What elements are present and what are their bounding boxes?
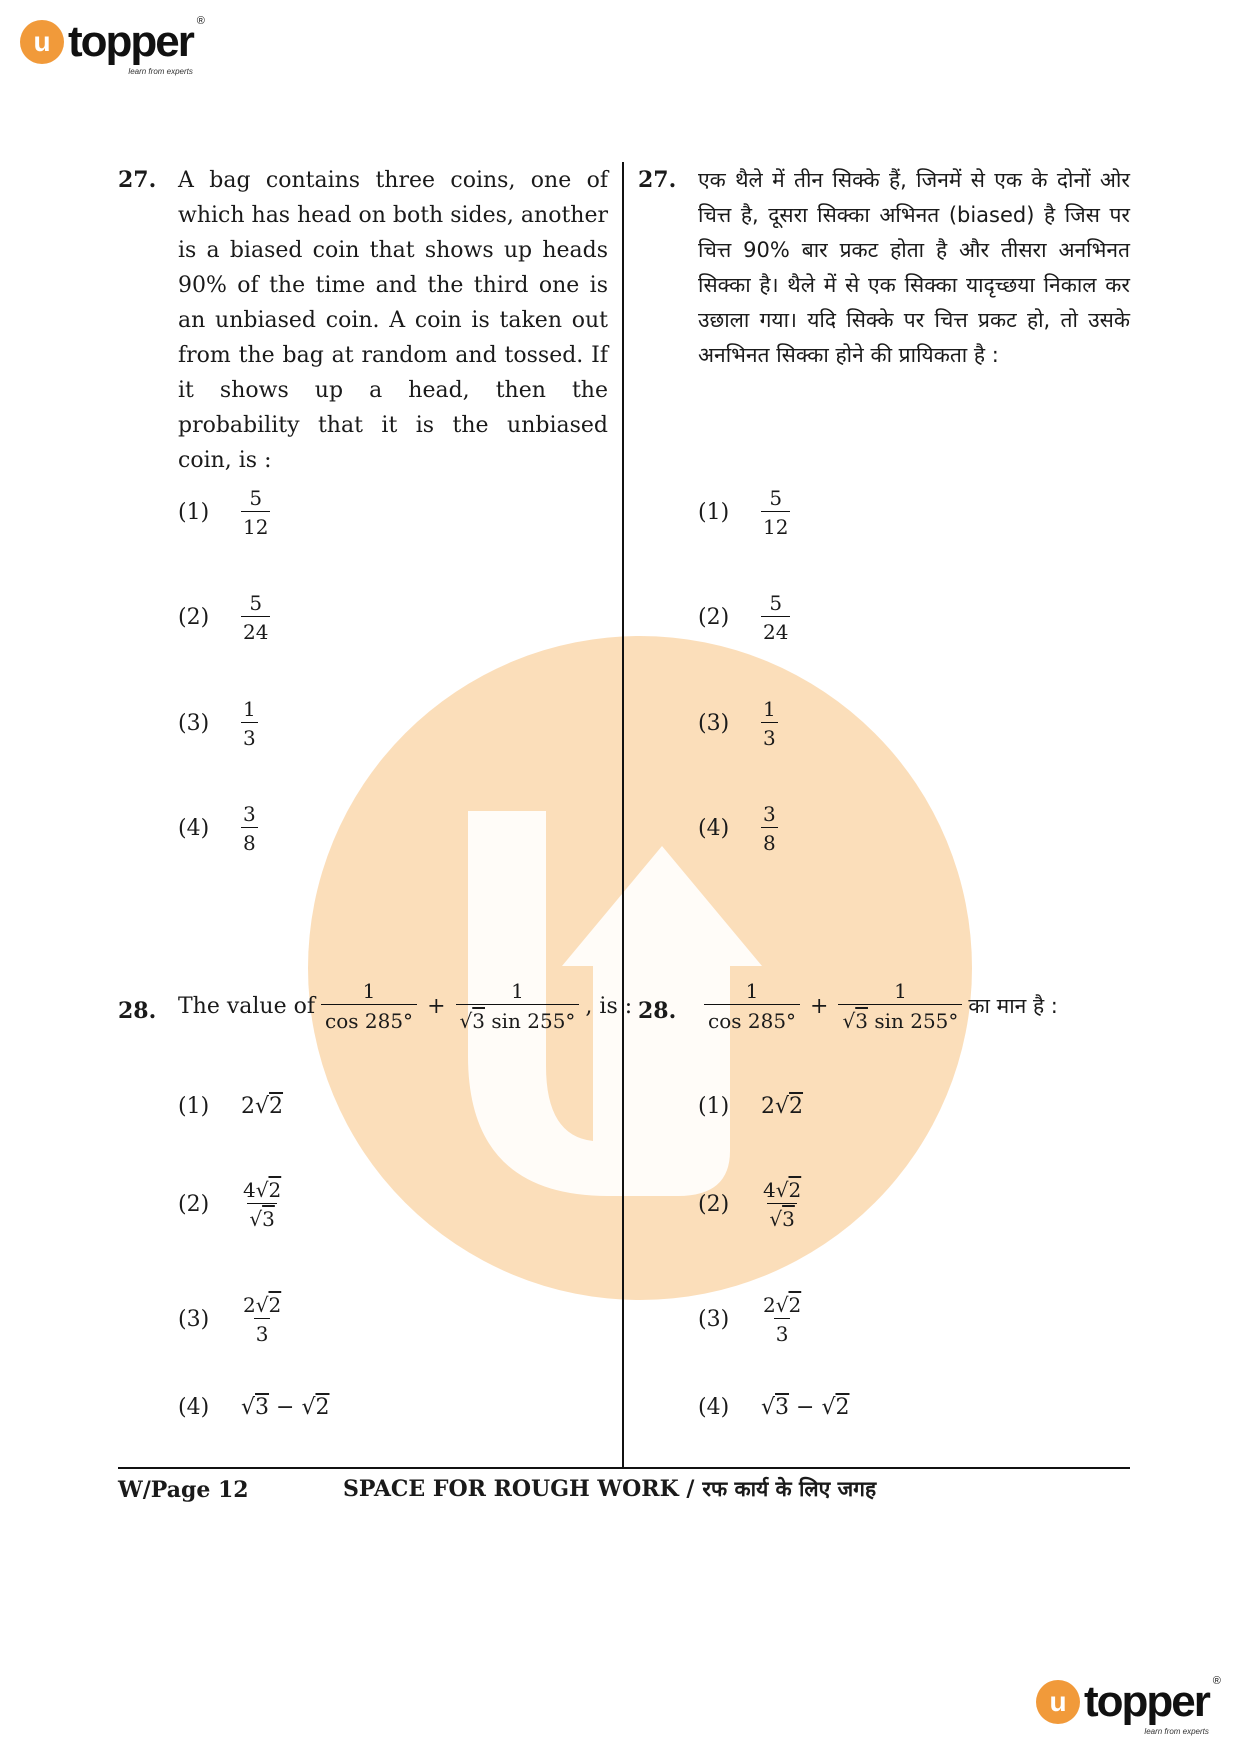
q27-option-4-hi[interactable]: (4) $\frac{3}{8}$: [698, 802, 776, 855]
q27-option-3-en[interactable]: (3) $\frac{1}{3}$: [178, 697, 256, 750]
fraction: $\frac{2√2}{3}$: [763, 1293, 802, 1346]
q28-option-3-en[interactable]: (3) $\frac{2√2}{3}$: [178, 1293, 282, 1346]
q27-option-2-hi[interactable]: (2) $\frac{5}{24}$: [698, 591, 789, 644]
q27-option-3-hi[interactable]: (3) $\frac{1}{3}$: [698, 697, 776, 750]
q27-option-2-en[interactable]: (2) $\frac{5}{24}$: [178, 591, 269, 644]
fraction: $\frac{4√2}{√3}$: [763, 1178, 802, 1231]
fraction: $\frac{1}{\cos 285^\circ}$: [704, 978, 800, 1034]
topper-wordmark: topper ® learn from experts: [1084, 1675, 1221, 1736]
q28-option-1-en[interactable]: (1) 2√2: [178, 1094, 284, 1119]
fraction: $\frac{5}{12}$: [763, 486, 789, 539]
fraction: $\frac{5}{24}$: [243, 591, 269, 644]
fraction: $\frac{4√2}{√3}$: [243, 1178, 282, 1231]
fraction: $\frac{1}{\cos 285^\circ}$: [321, 978, 417, 1034]
fraction: $\frac{3}{8}$: [763, 802, 776, 855]
q27-question-en: A bag contains three coins, one of which has head on both sides, another is a biased coin that shows up heads 90% of the time and the third one is an unbiased coin. A coin is taken out from the bag at random and tossed. If it shows up a head, then the probability that it is the unbiased coin, is :: [178, 168, 608, 473]
fraction: $\frac{1}{3}$: [763, 697, 776, 750]
topper-logo-bottom: [1036, 1675, 1221, 1736]
q27-option-1-hi[interactable]: (1) $\frac{5}{12}$: [698, 486, 789, 539]
fraction: $\frac{5}{24}$: [763, 591, 789, 644]
q28-number-en: 28.: [118, 998, 157, 1024]
topper-watermark: [308, 636, 972, 1300]
fraction: $\frac{1}{√3 \sin 255^\circ}$: [456, 978, 580, 1034]
fraction: $\frac{5}{12}$: [243, 486, 269, 539]
q28-question-en: The value of $\frac{1}{\cos 285^\circ}$ + $\frac{1}{√3 \sin 255^\circ}$ , is :: [178, 979, 633, 1033]
footer-rule: [118, 1467, 1130, 1469]
fraction: $\frac{1}{3}$: [243, 697, 256, 750]
q28-question-hi: $\frac{1}{\cos 285^\circ}$ + $\frac{1}{√3 \sin 255^\circ}$ का मान है :: [698, 978, 1058, 1034]
q28-option-3-hi[interactable]: (3) $\frac{2√2}{3}$: [698, 1293, 802, 1346]
q27-question-hi: एक थैले में तीन सिक्के हैं, जिनमें से एक के दोनों ओर चित्त है, दूसरा सिक्का अभिनत (biased) है जिस पर चित्त 90% बार प्रकट होता है और तीसरा अनभिनत सिक्का है। थैले में से एक सिक्का यादृच्छया निकाल कर उछाला गया। यदि सिक्के पर चित्त प्रकट हो, तो उसके अनभिनत सिक्का होने की प्रायिकता है :: [698, 168, 1130, 367]
q28-option-2-en[interactable]: (2) $\frac{4√2}{√3}$: [178, 1178, 282, 1231]
fraction: $\frac{1}{√3 \sin 255^\circ}$: [838, 978, 962, 1034]
q27-option-4-en[interactable]: (4) $\frac{3}{8}$: [178, 802, 256, 855]
q28-option-4-en[interactable]: (4) √3 − √2: [178, 1395, 330, 1420]
q28-option-1-hi[interactable]: (1) 2√2: [698, 1094, 804, 1119]
topper-logo-icon: u: [20, 20, 64, 64]
topper-logo-icon: u: [1036, 1680, 1080, 1724]
fraction: $\frac{3}{8}$: [243, 802, 256, 855]
rough-work-label: SPACE FOR ROUGH WORK / रफ कार्य के लिए जगह: [343, 1476, 877, 1502]
q28-option-4-hi[interactable]: (4) √3 − √2: [698, 1395, 850, 1420]
q27-option-1-en[interactable]: (1) $\frac{5}{12}$: [178, 486, 269, 539]
fraction: $\frac{2√2}{3}$: [243, 1293, 282, 1346]
q27-number-hi: 27.: [638, 167, 677, 193]
topper-logo-top: [20, 15, 205, 76]
q27-number-en: 27.: [118, 167, 157, 193]
q28-option-2-hi[interactable]: (2) $\frac{4√2}{√3}$: [698, 1178, 802, 1231]
q28-number-hi: 28.: [638, 998, 677, 1024]
topper-wordmark: topper ® learn from experts: [68, 15, 205, 76]
column-divider: [622, 162, 624, 1468]
page-number: W/Page 12: [118, 1477, 249, 1503]
